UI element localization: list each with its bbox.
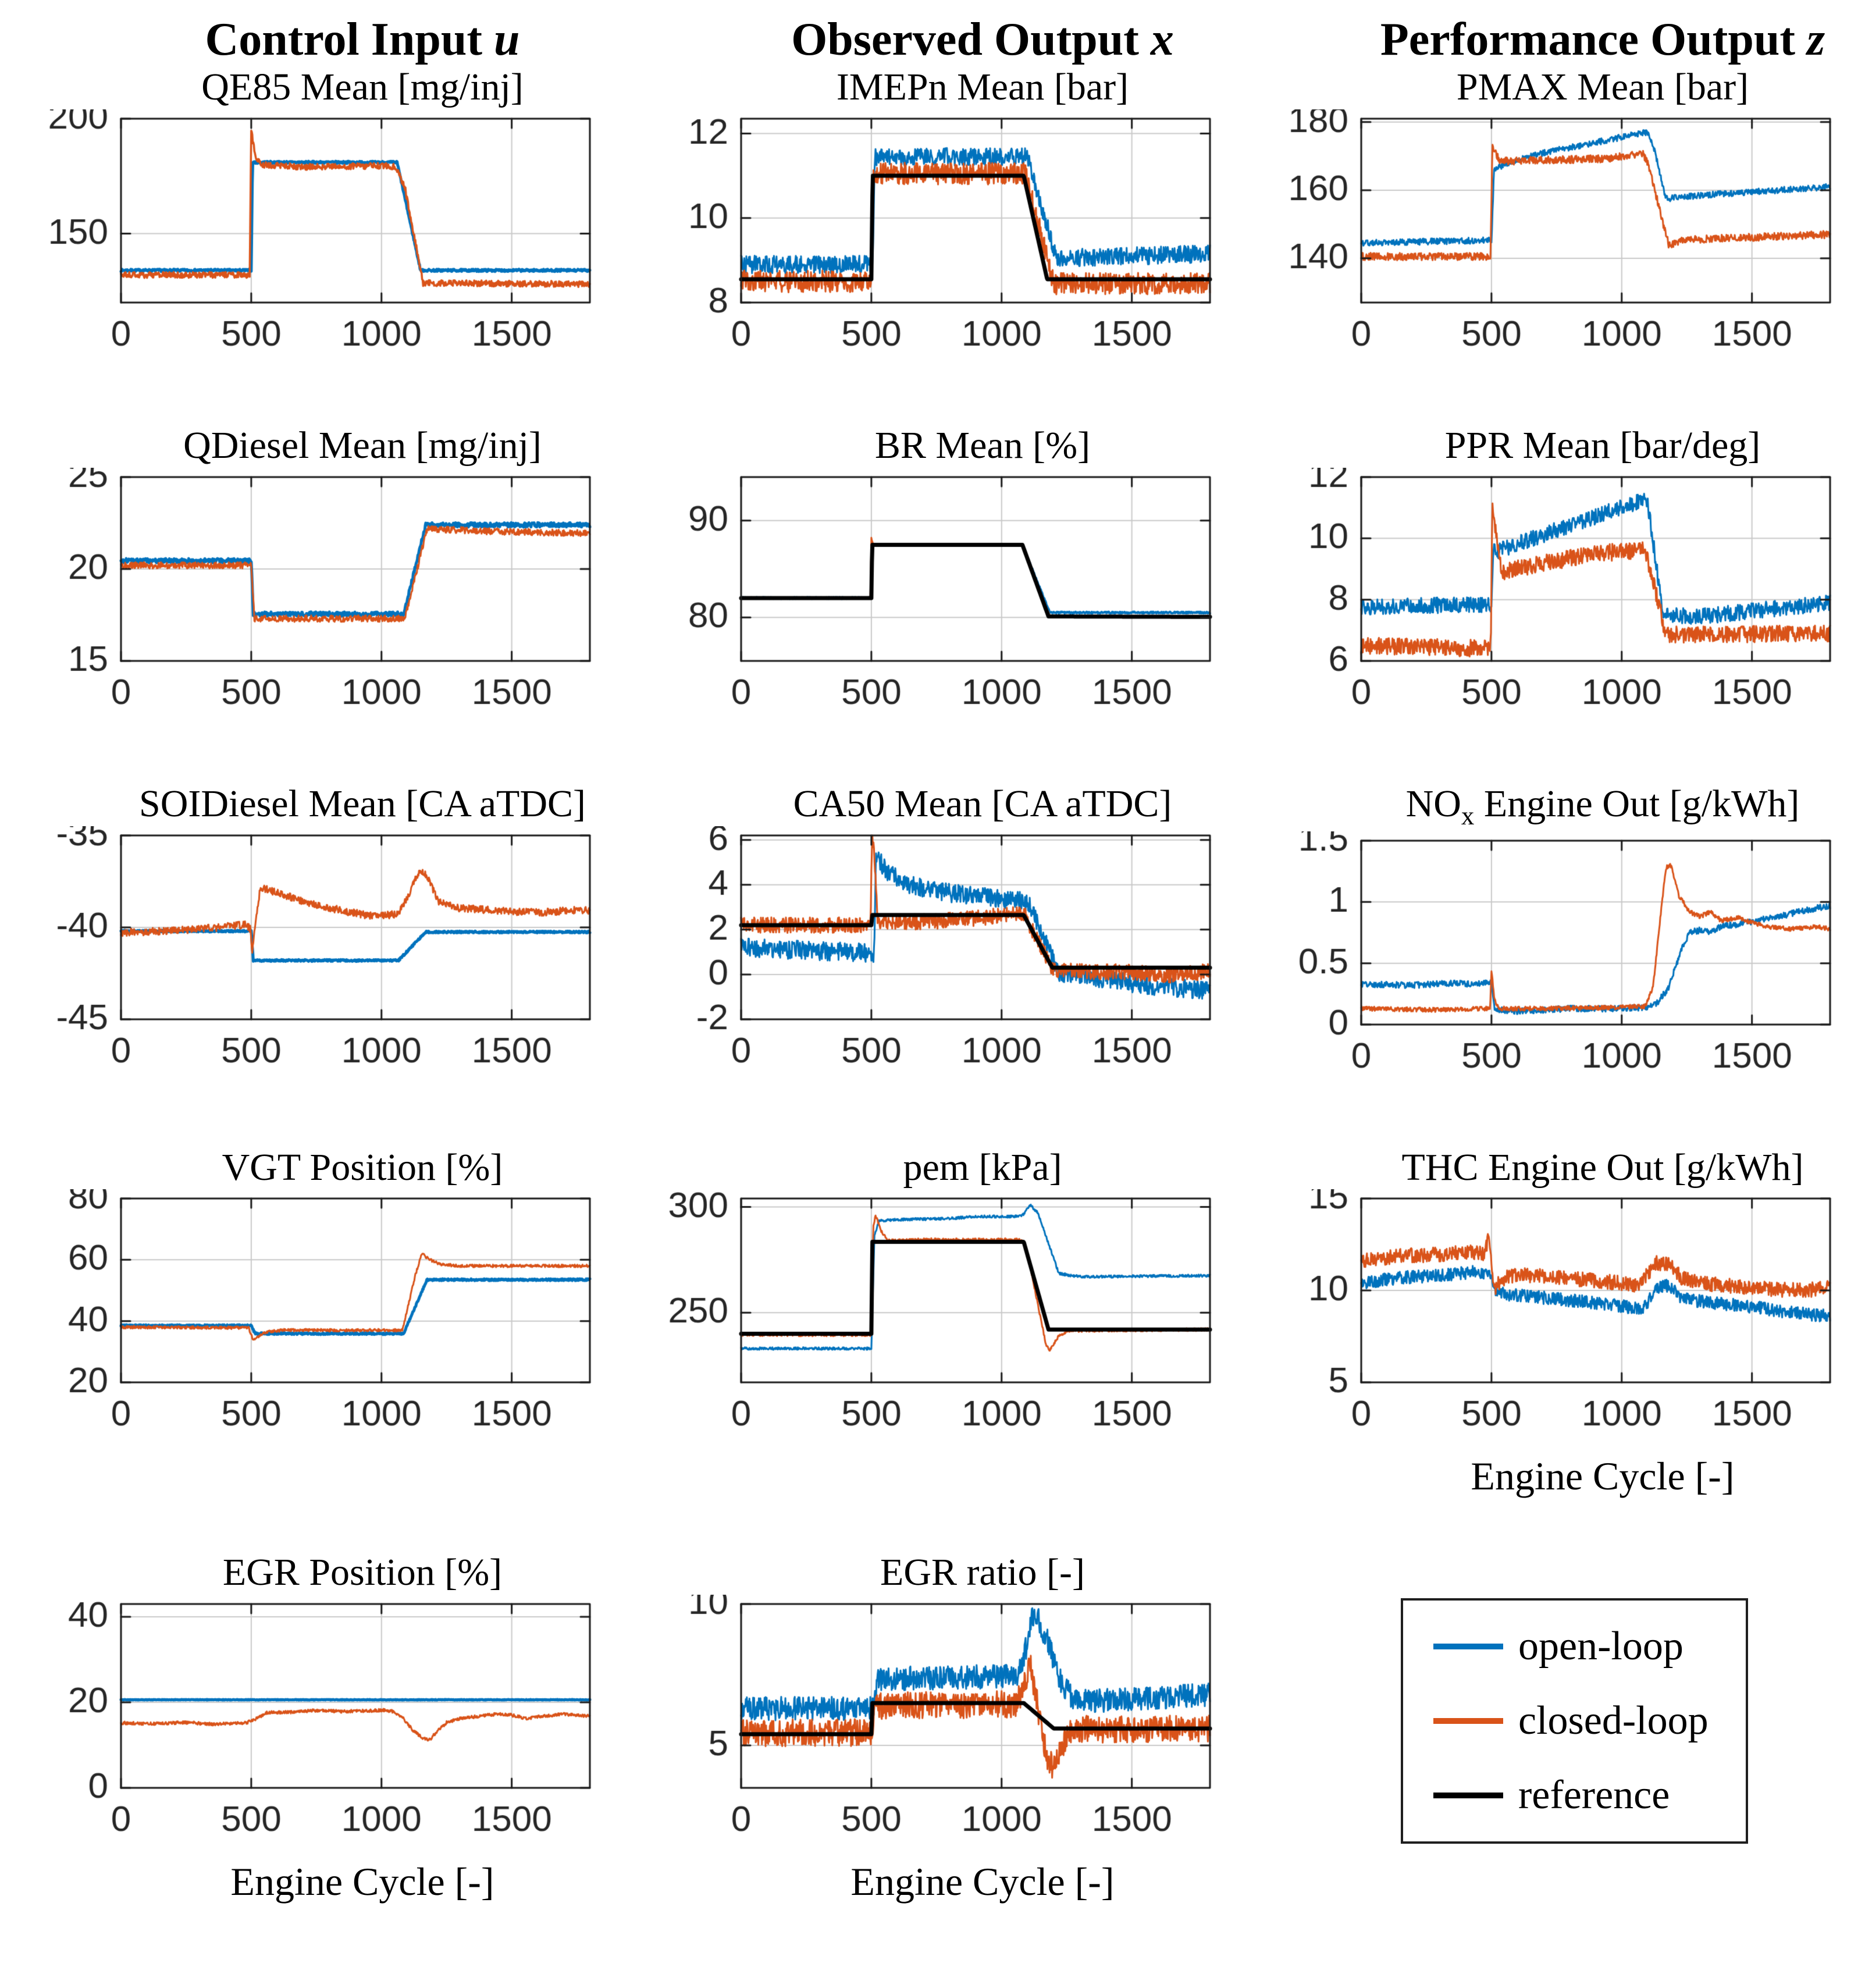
subplot-title <box>121 1550 604 1595</box>
legend-label: closed-loop <box>1518 1698 1709 1744</box>
subplot-title-text: QE85 Mean [mg/inj] <box>201 66 524 108</box>
subplot <box>635 422 1253 731</box>
legend-item-closed-loop <box>1433 1698 1709 1744</box>
x-axis-label: Engine Cycle [-] <box>850 1859 1115 1904</box>
subplot <box>15 15 633 372</box>
subplot-title-text: PPR Mean [bar/deg] <box>1444 424 1761 467</box>
open-loop-line-swatch <box>1433 1644 1503 1649</box>
column-header-text: Observed Output <box>791 14 1139 65</box>
column-header-text: Control Input <box>205 14 482 65</box>
plot-canvas <box>635 468 1223 731</box>
subplot-title <box>121 1146 604 1190</box>
closed-loop-line-swatch <box>1433 1718 1503 1724</box>
subplot-title <box>741 424 1224 468</box>
subplot-title-text: pem [kPa] <box>903 1146 1062 1189</box>
column-header-math-symbol: z <box>1807 14 1825 65</box>
subplot-title <box>741 1146 1224 1190</box>
plot-canvas <box>635 1189 1223 1452</box>
subplot-title <box>121 782 604 826</box>
subplot-title-subscript: x <box>1461 801 1475 830</box>
reference-line-swatch <box>1433 1793 1503 1798</box>
subplot <box>635 781 1253 1094</box>
column-header <box>1361 15 1844 64</box>
subplot-title-text: THC Engine Out [g/kWh] <box>1401 1146 1804 1189</box>
x-axis-label: Engine Cycle [-] <box>230 1859 494 1904</box>
subplot-title-text: EGR Position [%] <box>222 1551 503 1594</box>
plot-canvas <box>635 826 1223 1089</box>
subplot-title-text: Engine Out [g/kWh] <box>1474 782 1800 825</box>
subplot-title <box>121 65 604 109</box>
plot-canvas <box>15 826 603 1089</box>
subplot <box>635 1144 1253 1500</box>
subplot-title <box>121 424 604 468</box>
column-header-text: Performance Output <box>1380 14 1796 65</box>
subplot <box>1255 422 1865 731</box>
column-header-math-symbol: u <box>493 14 520 65</box>
legend-item-reference <box>1433 1775 1709 1816</box>
plot-canvas <box>635 109 1223 372</box>
subplot <box>15 781 633 1094</box>
subplot-title <box>1361 424 1844 468</box>
subplot-title-text: QDiesel Mean [mg/inj] <box>183 424 542 467</box>
plot-canvas <box>1255 1189 1843 1452</box>
subplot-title-text: IMEPn Mean [bar] <box>836 66 1129 108</box>
subplot-title <box>741 1550 1224 1595</box>
subplot <box>1255 781 1865 1094</box>
column-header-math-symbol: x <box>1150 14 1174 65</box>
column-header <box>121 15 604 64</box>
x-axis-label: Engine Cycle [-] <box>1471 1454 1735 1499</box>
subplot <box>15 422 633 731</box>
subplot-title-text: EGR ratio [-] <box>880 1551 1085 1594</box>
subplot <box>15 1144 633 1500</box>
subplot <box>635 1549 1253 1905</box>
plot-canvas <box>1255 468 1843 731</box>
legend-item-open-loop <box>1433 1626 1709 1667</box>
plot-canvas <box>1255 831 1843 1094</box>
subplot-title-text: PMAX Mean [bar] <box>1456 66 1749 108</box>
subplot-title <box>741 65 1224 109</box>
subplot-title-text: BR Mean [%] <box>874 424 1091 467</box>
legend-label: reference <box>1518 1773 1670 1818</box>
plot-canvas <box>635 1595 1223 1858</box>
subplot <box>635 15 1253 372</box>
legend-label: open-loop <box>1518 1624 1684 1669</box>
subplot <box>1255 1144 1865 1500</box>
subplot <box>1255 15 1865 372</box>
subplot <box>15 1549 633 1905</box>
subplot-title-text: VGT Position [%] <box>222 1146 503 1189</box>
subplot-title <box>1361 782 1844 831</box>
subplot-title-text: SOIDiesel Mean [CA aTDC] <box>138 782 586 825</box>
plot-canvas <box>15 1189 603 1452</box>
legend-box <box>1401 1598 1748 1844</box>
subplot-title <box>1361 1146 1844 1190</box>
plot-canvas <box>15 1595 603 1858</box>
subplot-title-text: NO <box>1405 782 1461 825</box>
plot-canvas <box>15 468 603 731</box>
subplot-title <box>1361 65 1844 109</box>
plot-canvas <box>15 109 603 372</box>
subplot-title-text: CA50 Mean [CA aTDC] <box>793 782 1172 825</box>
legend <box>1255 1549 1865 1905</box>
plot-canvas <box>1255 109 1843 372</box>
column-header <box>741 15 1224 64</box>
subplot-title <box>741 782 1224 826</box>
